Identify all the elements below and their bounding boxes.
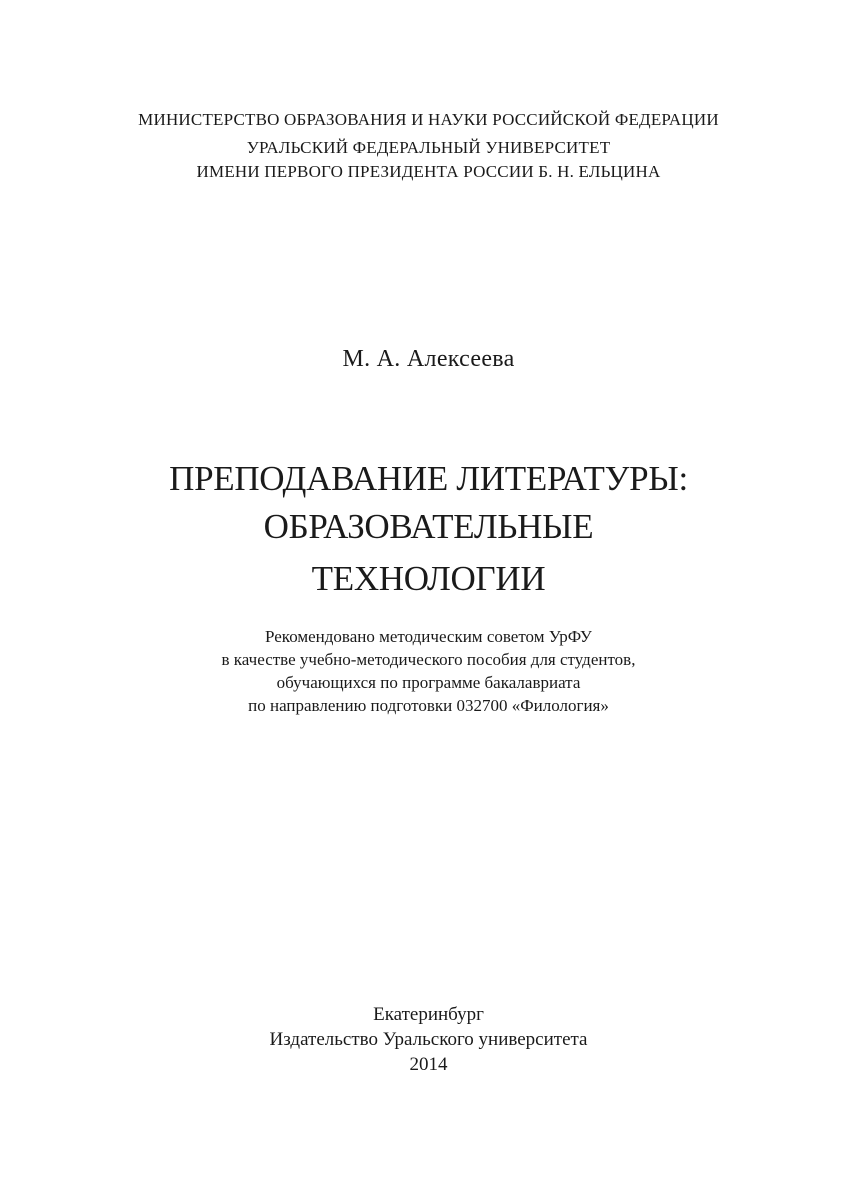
book-title-line-2: ОБРАЗОВАТЕЛЬНЫЕ [263,507,594,546]
book-title-line-1: ПРЕПОДАВАНИЕ ЛИТЕРАТУРЫ: [169,459,688,498]
publisher-name: Издательство Уральского университета [269,1029,588,1050]
recommendation-line-2: в качестве учебно-методического пособия для студентов, [221,650,636,669]
ministry-name: МИНИСТЕРСТВО ОБРАЗОВАНИЯ И НАУКИ РОССИЙСКОЙ ФЕДЕРАЦИИ [138,110,719,129]
publication-year: 2014 [409,1054,448,1075]
publication-city: Екатеринбург [373,1004,484,1025]
recommendation-line-1: Рекомендовано методическим советом УрФУ [265,627,592,646]
recommendation-line-3: обучающихся по программе бакалавриата [276,673,581,692]
book-title-line-3: ТЕХНОЛОГИИ [311,559,546,598]
author-name: М. А. Алексеева [342,346,515,372]
university-name-line-2: ИМЕНИ ПЕРВОГО ПРЕЗИДЕНТА РОССИИ Б. Н. ЕЛЬЦИНА [196,162,661,181]
university-name-line-1: УРАЛЬСКИЙ ФЕДЕРАЛЬНЫЙ УНИВЕРСИТЕТ [246,138,611,157]
recommendation-line-4: по направлению подготовки 032700 «Филология» [248,696,609,715]
